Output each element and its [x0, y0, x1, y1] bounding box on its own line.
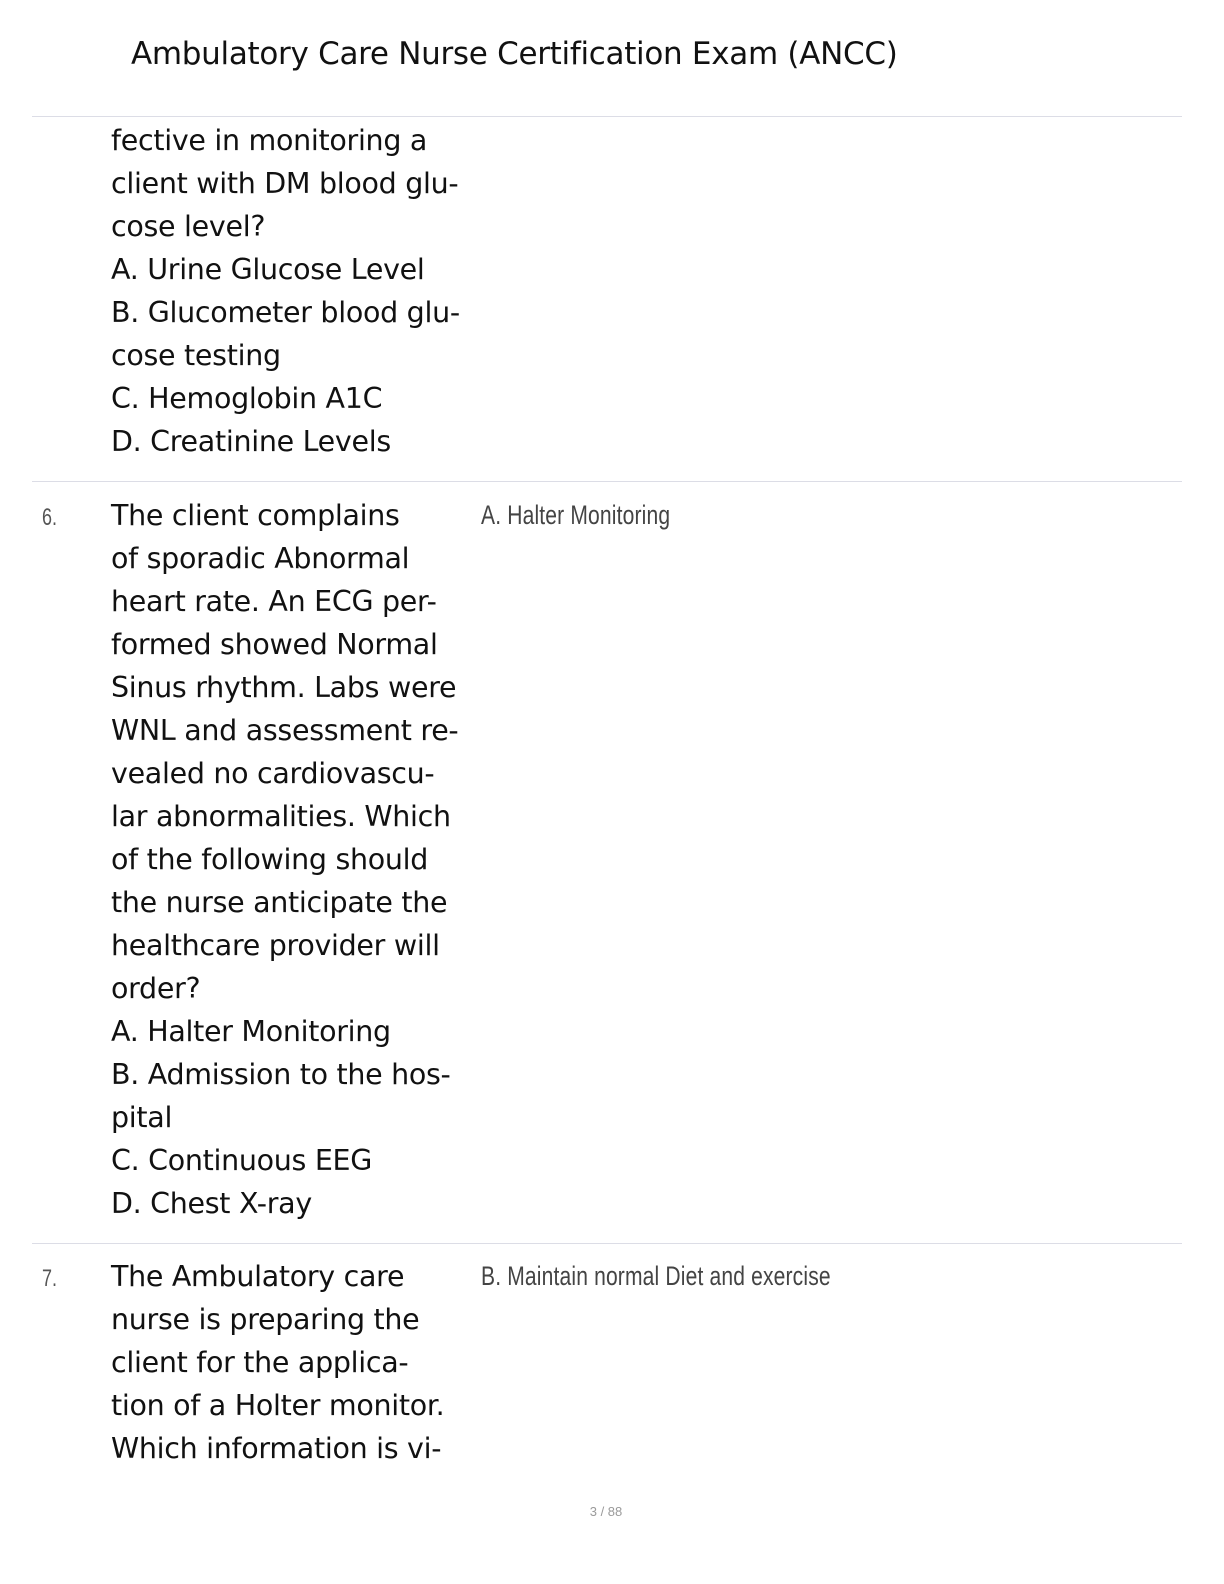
option-b: B. Glucometer blood glu-: [111, 296, 460, 329]
option-a: A. Halter Monitoring: [111, 1015, 391, 1048]
option-c: C. Continuous EEG: [111, 1144, 373, 1177]
divider-top: [32, 116, 1182, 117]
question-line: The client complains: [111, 499, 400, 532]
answer-text: B. Maintain normal Diet and exercise: [481, 1261, 831, 1291]
divider: [32, 1243, 1182, 1244]
question-line: lar abnormalities. Which: [111, 800, 451, 833]
question-line: of the following should: [111, 843, 429, 876]
question-line: cose level?: [111, 210, 266, 243]
option-d: D. Chest X-ray: [111, 1187, 312, 1220]
question-line: The Ambulatory care: [111, 1260, 405, 1293]
question-line: formed showed Normal: [111, 628, 438, 661]
question-number: 6.: [42, 504, 58, 531]
question-line: the nurse anticipate the: [111, 886, 448, 919]
option-b: B. Admission to the hos-: [111, 1058, 451, 1091]
option-c: C. Hemoglobin A1C: [111, 382, 383, 415]
option-d: D. Creatinine Levels: [111, 425, 391, 458]
question-line: client with DM blood glu-: [111, 167, 459, 200]
question-line: client for the applica-: [111, 1346, 409, 1379]
option-b-continued: pital: [111, 1101, 173, 1134]
question-line: Which information is vi-: [111, 1432, 442, 1465]
question-line: heart rate. An ECG per-: [111, 585, 437, 618]
question-text: [111, 1255, 481, 1470]
answer-text: A. Halter Monitoring: [481, 500, 671, 530]
question-text: [111, 119, 481, 463]
question-line: vealed no cardiovascu-: [111, 757, 435, 790]
option-b-continued: cose testing: [111, 339, 281, 372]
question-line: WNL and assessment re-: [111, 714, 459, 747]
question-line: nurse is preparing the: [111, 1303, 420, 1336]
divider: [32, 481, 1182, 482]
question-line: fective in monitoring a: [111, 124, 428, 157]
question-line: order?: [111, 972, 201, 1005]
option-a: A. Urine Glucose Level: [111, 253, 425, 286]
question-line: healthcare provider will: [111, 929, 440, 962]
question-line: tion of a Holter monitor.: [111, 1389, 445, 1422]
question-line: Sinus rhythm. Labs were: [111, 671, 457, 704]
question-line: of sporadic Abnormal: [111, 542, 410, 575]
question-text: [111, 494, 481, 1225]
document-title: Ambulatory Care Nurse Certification Exam (ANCC): [131, 36, 898, 72]
page-number: 3 / 88: [589, 1504, 623, 1519]
question-number: 7.: [42, 1265, 58, 1292]
